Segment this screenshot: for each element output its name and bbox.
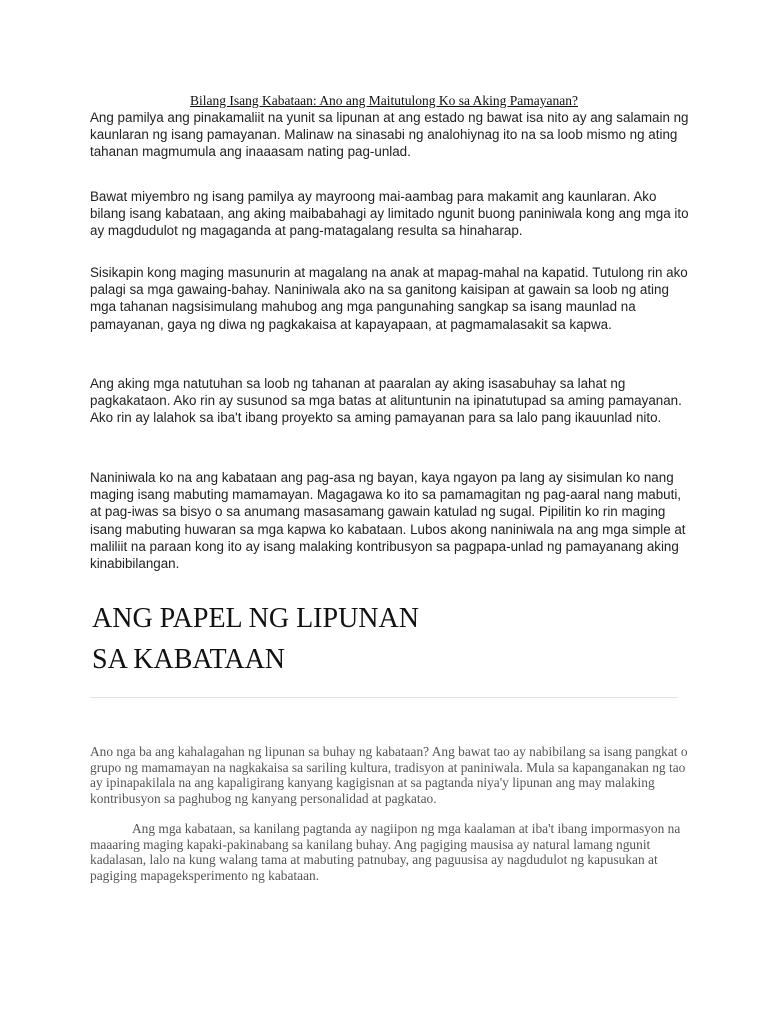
paragraph: Ang aking mga natutuhan sa loob ng tahanan at paaralan ay aking isasabuhay sa lahat ng pagkakataon. Ako rin ay susunod sa mga batas at alituntunin na ipinatutupad sa aming pamayanan. Ako rin ay lalahok sa iba't ibang proyekto sa aming pamayanan para sa lalo pang ikauunlad nito. <box>90 376 682 426</box>
section-paragraph-indented <box>90 821 690 883</box>
section-heading-line-2: SA KABATAAN <box>92 644 286 675</box>
section-paragraph: Ano nga ba ang kahalagahan ng lipunan sa buhay ng kabataan? Ang bawat tao ay nabibilang sa isang pangkat o grupo ng mamamayan na nagkakaisa sa sariling kultura, tradisyon at paniniwala. Mula sa kapanganakan ng tao ay ipinapakilala na ang kapaligirang kanyang kagigisnan at sa pagtanda niya'y lipunan ang may malaking kontribusyon sa paghubog ng kanyang personalidad at pagkatao. <box>90 744 688 806</box>
paragraph: Bawat miyembro ng isang pamilya ay mayroong mai-aambag para makamit ang kaunlaran. Ako bilang isang kabataan, ang aking maibabahagi ay limitado ngunit buong paniniwala kong ang mga ito ay magdudulot ng magaganda at pang-matagalang resulta sa hinaharap. <box>90 189 689 239</box>
paragraph: Naniniwala ko na ang kabataan ang pag-asa ng bayan, kaya ngayon pa lang ay sisimulan ko nang maging isang mabuting mamamayan. Magagawa ko ito sa pamamagitan ng pag-aaral nang mabuti, at pag-iwas sa bisyo o sa anumang masasamang gawain katulad ng sugal. Pipilitin ko rin maging isang mabuting huwaran sa mga kapwa ko kabataan. Lubos akong naniniwala na ang mga simple at maliliit na paraan kong ito ay isang malaking kontribusyon sa pagpapa-unlad ng pamayanang aking kinabibilangan. <box>90 470 686 572</box>
divider <box>90 697 678 698</box>
section-heading <box>92 598 419 680</box>
paragraph: Ang pamilya ang pinakamaliit na yunit sa lipunan at ang estado ng bawat isa nito ay ang salamain ng kaunlaran ng isang pamayanan. Malinaw na sinasabi ng analohiynag ito na sa loob mismo ng ating tahanan magmumula ang inaaasam nating pag-unlad. <box>90 110 689 160</box>
section-paragraph-text: Ang mga kabataan, sa kanilang pagtanda ay nagiipon ng mga kaalaman at iba't ibang impormasyon na maaaring maging kapaki-pakinabang sa kanilang buhay. Ang pagiging mausisa ay natural lamang ngunit kadalasan, lalo na kung walang tama at mabuting patnubay, ang paguusisa ay nagdudulot ng kapusukan at pagiging mapageksperimento ng kabataan. <box>90 821 681 883</box>
section-heading-line-1: ANG PAPEL NG LIPUNAN <box>92 603 419 634</box>
paragraph: Sisikapin kong maging masunurin at magalang na anak at mapag-mahal na kapatid. Tutulong rin ako palagi sa mga gawaing-bahay. Naniniwala ako na sa ganitong kaisipan at gawain sa loob ng ating mga tahanan nagsisimulang mahubog ang mga pangunahing sangkap sa isang maunlad na pamayanan, gaya ng diwa ng pagkakaisa at kapayapaan, at pagmamalasakit sa kapwa. <box>90 265 688 332</box>
document-title: Bilang Isang Kabataan: Ano ang Maitutulong Ko sa Aking Pamayanan? <box>189 93 579 108</box>
